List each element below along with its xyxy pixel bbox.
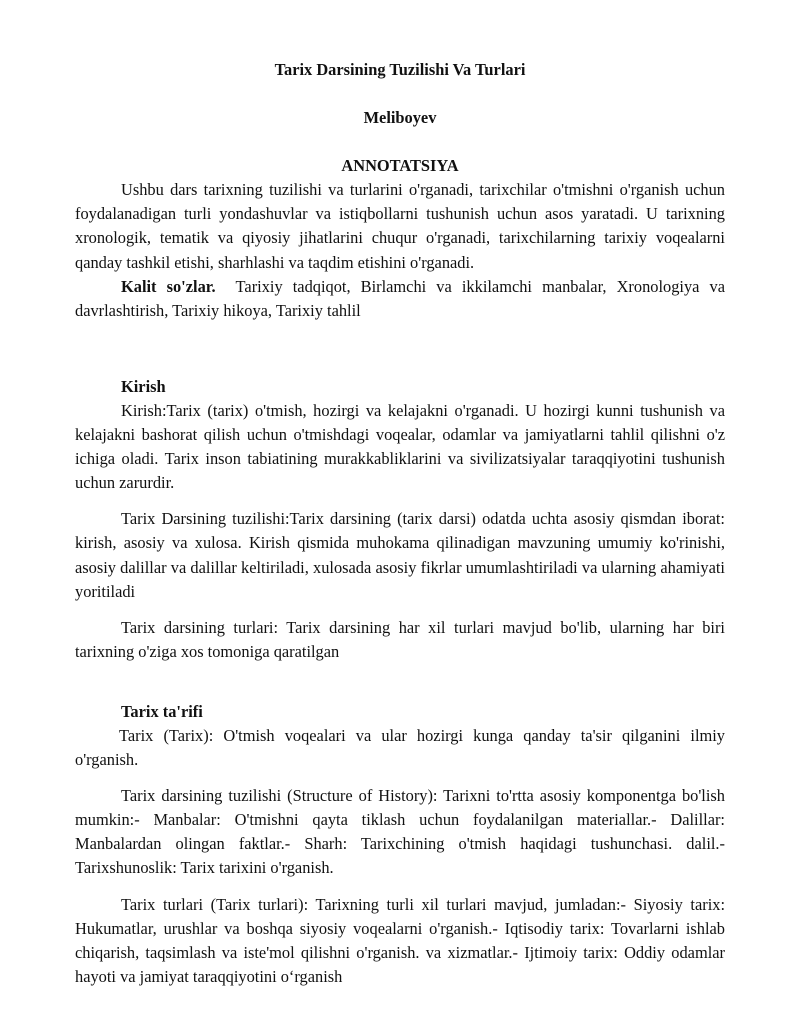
document-body [75,58,725,989]
paragraph-structure-of-history: Tarix darsining tuzilishi (Structure of History): Tarixni to'rtta asosiy komponentga bo'lish mumkin:- Manbalar: O'tmishni qayta tiklash uchun foydalanilgan materiallar.- Dalillar: Manbalardan olingan faktlar.- Sharh: Tarixchining o'tmish haqidagi tushunchasi. dalil.- Tarixshunoslik: Tarix tarixini o'rganish. [75,786,725,878]
paragraph-kirish-intro: Kirish:Tarix (tarix) o'tmish, hozirgi va kelajakni o'rganadi. U hozirgi kunni tushunish va kelajakni bashorat qilish uchun o'tmishdagi voqealar, odamlar va jamiyatlarni tahlil qilishni o'z ichiga oladi. Tarix inson tabiatining murakkabliklarini va sivilizatsiyalar taraqqiyotini tushunish uchun zarurdir. [75,400,725,493]
paragraph-history-types: Tarix turlari (Tarix turlari): Tarixning turli xil turlari mavjud, jumladan:- Siyosiy tarix: Hukumatlar, urushlar va boshqa siyosiy voqealarni o'rganish.- Iqtisodiy tarix: Tovarlarni ishlab chiqarish, taqsimlash va iste'mol qilishni o'rganish. va xizmatlar.- Ijtimoiy tarix: Oddiy odamlar hayoti va jamiyat taraqqiyotini o‘rganish [75,894,725,986]
keywords-paragraph [75,275,725,323]
paragraph-lesson-types: Tarix darsining turlari: Tarix darsining har xil turlari mavjud bo'lib, ularning har biri tarixning o'ziga xos tomoniga qaratilgan [75,617,725,661]
keywords-text: Tarixiy tadqiqot, Birlamchi va ikkilamchi manbalar, Xronologiya va davrlashtirish, Tarixiy hikoya, Tarixiy tahlil [75,276,725,320]
annotation-paragraph: Ushbu dars tarixning tuzilishi va turlarini o'rganadi, tarixchilar o'tmishni o'rganish uchun foydalanadigan turli yondashuvlar va istiqbollarni tushunish uchun asos yaratadi. U tarixning xronologik, tematik va qiyosiy jihatlarini chuqur o'rganadi, tarixchilarning tarixiy voqealarni qanday tashkil etishi, sharhlashi va taqdim etishini o'rganadi. [75,180,725,272]
section-heading-definition: Tarix ta'rifi [121,701,203,721]
section-heading-kirish: Kirish [121,376,166,396]
paragraph-lesson-structure: Tarix Darsining tuzilishi:Tarix darsining (tarix darsi) odatda uchta asosiy qismdan iborat: kirish, asosiy va xulosa. Kirish qismida muhokama qilinadigan mavzuning umumiy ko'rinishi, asosiy dalillar va dalillar keltiriladi, xulosada asosiy fikrlar umumlashtiriladi va ularning ahamiyati yoritiladi [75,509,725,601]
keywords-label: Kalit so'zlar. [121,276,216,296]
document-author: Meliboyev [363,108,437,128]
paragraph-definition: Tarix (Tarix): O'tmish voqealari va ular hozirgi kunga qanday ta'sir qilganini ilmiy o'rganish. [75,725,725,770]
annotation-heading: ANNOTATSIYA [341,156,459,176]
document-title: Tarix Darsining Tuzilishi Va Turlari [274,60,526,79]
